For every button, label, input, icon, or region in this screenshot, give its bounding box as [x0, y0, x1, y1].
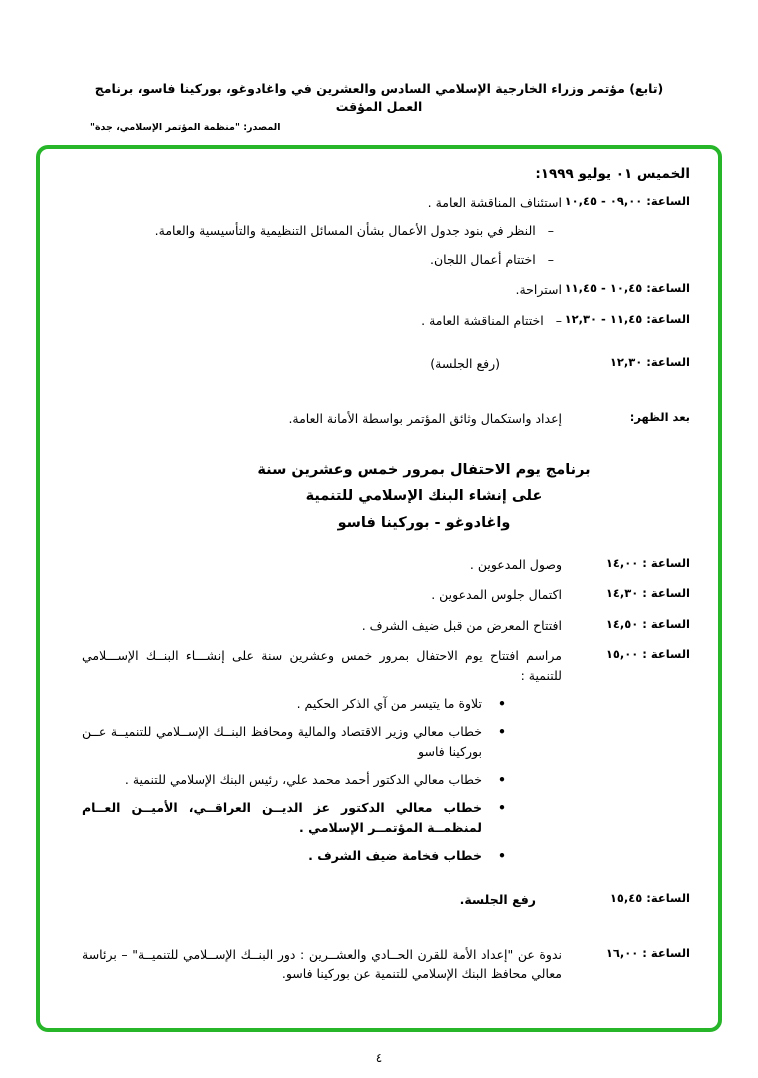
schedule-item — [82, 221, 562, 240]
row-content — [82, 311, 562, 330]
program-box — [36, 145, 722, 1032]
schedule-item — [82, 770, 562, 789]
row-content — [82, 354, 562, 373]
schedule-row — [82, 409, 690, 428]
item-text: افتتاح المعرض من قبل ضيف الشرف . — [361, 617, 562, 633]
bullet-icon: • — [498, 695, 506, 711]
item-text: اكتمال جلوس المدعوين . — [431, 587, 562, 603]
item-text: خطاب معالي وزير الاقتصاد والمالية ومحافظ البنــك الإســلامي للتنميــة عــن بوركينا فاسو — [82, 724, 482, 759]
row-content — [82, 890, 562, 909]
schedule-row — [82, 311, 690, 330]
time-label: الساعة: ١٠,٤٥ - ١١,٤٥ — [564, 281, 690, 296]
row-content — [82, 646, 562, 865]
schedule-item — [82, 945, 562, 984]
row-content — [82, 616, 562, 635]
schedule-row — [82, 585, 690, 604]
time-label: الساعة : ١٥,٠٠ — [605, 647, 690, 662]
item-text: النظر في بنود جدول الأعمال بشأن المسائل التنظيمية والتأسيسية والعامة. — [154, 223, 536, 239]
schedule-item — [82, 798, 562, 837]
bullet-icon: • — [498, 772, 506, 788]
section-title-line: واغادوغو - بوركينا فاسو — [337, 515, 511, 532]
section-title-line: على إنشاء البنك الإسلامي للتنمية — [305, 488, 543, 505]
item-text: خطاب معالي الدكتور أحمد محمد علي، رئيس البنك الإسلامي للتنمية . — [124, 772, 482, 788]
item-text: تلاوة ما يتيسر من آي الذكر الحكيم . — [296, 695, 482, 711]
item-text: اختتام أعمال اللجان. — [430, 251, 536, 267]
dash-marker: – — [547, 223, 554, 239]
item-text: استئناف المناقشة العامة . — [427, 195, 562, 210]
page-number: ٤ — [375, 1051, 383, 1065]
item-text: خطاب فخامة ضيف الشرف . — [308, 848, 482, 864]
schedule-item — [82, 585, 562, 604]
row-content — [82, 585, 562, 604]
bullet-icon: • — [498, 724, 506, 740]
time-label: الساعة: ٠٩,٠٠ - ١٠,٤٥ — [564, 194, 690, 208]
item-text: اختتام المناقشة العامة . — [421, 312, 544, 328]
document-header — [90, 80, 668, 133]
schedule-row — [82, 616, 690, 635]
time-label: الساعة : ١٦,٠٠ — [605, 945, 690, 960]
row-content — [82, 945, 562, 984]
bullet-icon: • — [498, 800, 506, 816]
schedule-item — [82, 250, 562, 269]
schedule-item — [82, 311, 562, 330]
time-label: الساعة: ١٥,٤٥ — [609, 890, 690, 905]
item-text: مراسم افتتاح يوم الاحتفال بمرور خمس وعشرين سنة على إنشـــاء البنــك الإســـلامي للتنمية : — [82, 648, 562, 683]
dash-marker: – — [555, 312, 562, 328]
schedule-item — [82, 280, 562, 299]
schedule-item — [82, 722, 562, 761]
time-label: الساعة: ١٢,٣٠ — [609, 354, 690, 369]
schedule-row — [82, 646, 690, 865]
schedule-item — [82, 616, 562, 635]
time-label: الساعة : ١٤,٠٠ — [605, 556, 690, 571]
schedule-item — [82, 193, 562, 212]
item-text: رفع الجلسة. — [459, 891, 536, 907]
document-source: المصدر: "منظمة المؤتمر الإسلامي، جدة" — [90, 122, 281, 134]
item-text: إعداد واستكمال وثائق المؤتمر بواسطة الأمانة العامة. — [288, 411, 562, 427]
bullet-icon: • — [498, 848, 506, 864]
row-content — [82, 409, 562, 428]
schedule-row — [82, 890, 690, 909]
row-content — [82, 280, 562, 299]
schedule-item — [82, 846, 562, 865]
schedule-row — [82, 280, 690, 299]
schedule-item — [82, 646, 562, 685]
schedule-row — [82, 945, 690, 984]
section-title-line: برنامج يوم الاحتفال بمرور خمس وعشرين سنة — [257, 461, 591, 478]
dash-marker: – — [547, 251, 554, 267]
day-header: الخميس ٠١ يوليو ١٩٩٩: — [535, 166, 690, 182]
schedule-row — [82, 555, 690, 574]
schedule-item — [82, 890, 562, 909]
section-title — [158, 457, 690, 537]
item-text: خطاب معالي الدكتور عز الديــن العراقــي، الأميــن العــام لمنظمــة المؤتمــر الإسلامي . — [82, 800, 482, 835]
time-label: الساعة: ١١,٤٥ - ١٢,٣٠ — [564, 311, 690, 326]
schedule-blocks — [82, 193, 690, 984]
time-label: الساعة : ١٤,٥٠ — [605, 616, 690, 631]
schedule-item — [82, 409, 562, 428]
row-content — [82, 193, 562, 269]
schedule-row — [82, 193, 690, 269]
schedule-item — [82, 694, 562, 713]
item-text: وصول المدعوين . — [469, 557, 562, 573]
item-text: ندوة عن "إعداد الأمة للقرن الحــادي والعشــرين : دور البنــك الإســلامي للتنميــة" – برئاسة معالي محافظ البنك الإسلامي للتنمية عن بوركينا فاسو. — [82, 946, 562, 982]
schedule-row — [82, 354, 690, 373]
row-content — [82, 555, 562, 574]
document-title: (تابع) مؤتمر وزراء الخارجية الإسلامي السادس والعشرين في واغادوغو، بوركينا فاسو، برنامج العمل المؤقت — [94, 81, 664, 115]
item-text: استراحة. — [515, 282, 562, 298]
time-label: الساعة : ١٤,٣٠ — [605, 586, 690, 601]
item-text: (رفع الجلسة) — [430, 355, 500, 371]
schedule-item — [82, 555, 562, 574]
time-label: بعد الظهر: — [629, 410, 690, 425]
schedule-item — [82, 354, 562, 373]
